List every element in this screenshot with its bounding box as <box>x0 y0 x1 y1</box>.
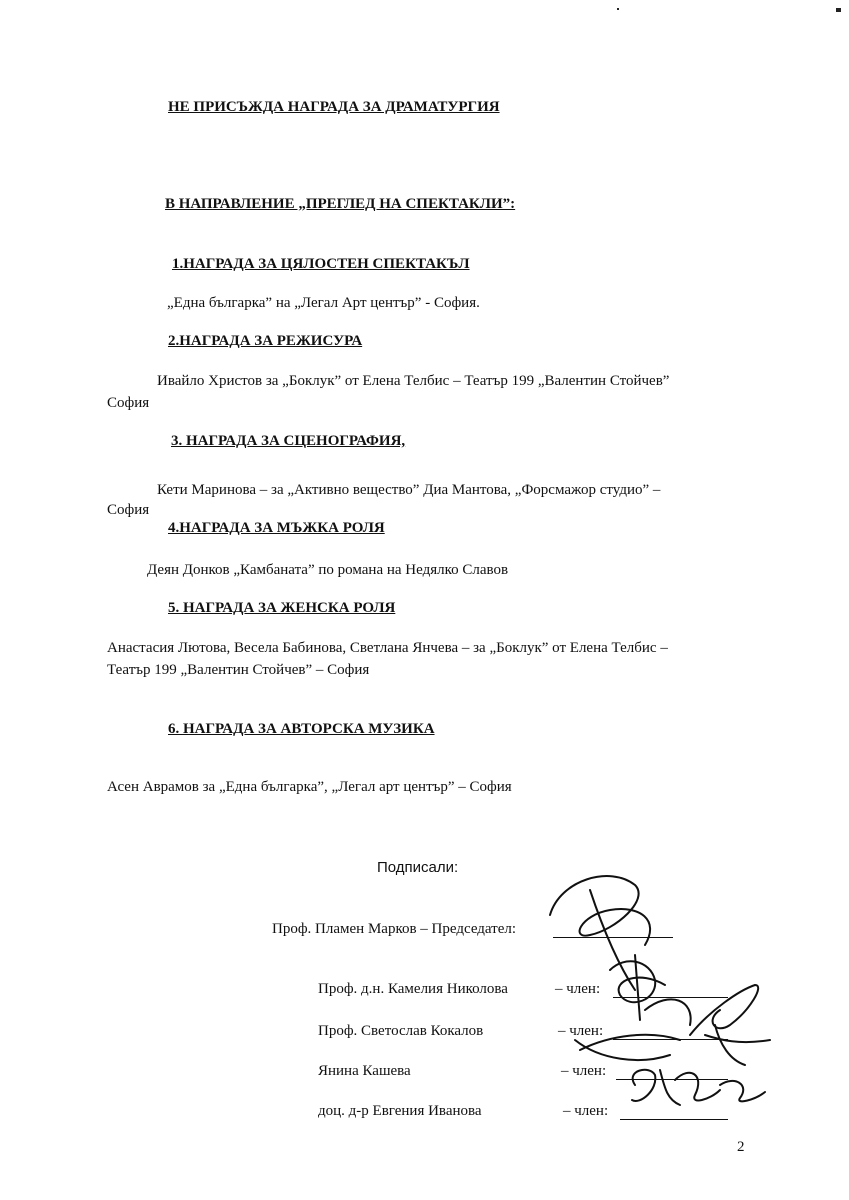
review-section-heading: В НАПРАВЛЕНИЕ „ПРЕГЛЕД НА СПЕКТАКЛИ”: <box>165 196 516 212</box>
award-4-text: Деян Донков „Камбаната” по романа на Недялко Славов <box>147 562 509 578</box>
award-4-title: 4.НАГРАДА ЗА МЪЖКА РОЛЯ <box>168 520 385 536</box>
chair-signature-line: Проф. Пламен Марков – Председател: <box>272 921 517 937</box>
award-6-title: 6. НАГРАДА ЗА АВТОРСКА МУЗИКА <box>168 721 435 737</box>
award-6-text: Асен Аврамов за „Една българка”, „Легал арт център” – София <box>107 779 512 795</box>
award-3-title: 3. НАГРАДА ЗА СЦЕНОГРАФИЯ, <box>171 433 406 449</box>
award-1-title: 1.НАГРАДА ЗА ЦЯЛОСТЕН СПЕКТАКЪЛ <box>172 256 470 272</box>
member-1-role: – член: <box>555 981 601 997</box>
scan-speck <box>836 8 841 12</box>
award-3-text-line2: София <box>107 502 150 518</box>
award-5-text-line2: Театър 199 „Валентин Стойчев” – София <box>107 662 370 678</box>
award-2-text-line2: София <box>107 395 150 411</box>
scan-speck <box>617 8 619 10</box>
award-5-title: 5. НАГРАДА ЗА ЖЕНСКА РОЛЯ <box>168 600 396 616</box>
award-3-text-line1: Кети Маринова – за „Активно вещество” Диа Мантова, „Форсмажор студио” – <box>157 482 661 498</box>
handwritten-signatures-icon <box>540 860 780 1130</box>
award-2-text-line1: Ивайло Христов за „Боклук” от Елена Телбис – Театър 199 „Валентин Стойчев” <box>157 373 670 389</box>
signed-label: Подписали: <box>377 859 459 876</box>
member-2-name: Проф. Светослав Кокалов <box>318 1023 484 1039</box>
no-drama-award-heading: НЕ ПРИСЪЖДА НАГРАДА ЗА ДРАМАТУРГИЯ <box>168 99 500 115</box>
member-2-role: – член: <box>558 1023 604 1039</box>
award-2-title: 2.НАГРАДА ЗА РЕЖИСУРА <box>168 333 363 349</box>
member-4-role: – член: <box>563 1103 609 1119</box>
award-1-text: „Една българка” на „Легал Арт център” - София. <box>167 295 480 311</box>
member-3-role: – член: <box>561 1063 607 1079</box>
award-5-text-line1: Анастасия Лютова, Весела Бабинова, Светлана Янчева – за „Боклук” от Елена Телбис – <box>107 640 668 656</box>
member-4-name: доц. д-р Евгения Иванова <box>318 1103 482 1119</box>
member-1-name: Проф. д.н. Камелия Николова <box>318 981 508 997</box>
member-3-name: Янина Кашева <box>318 1063 411 1079</box>
page-number: 2 <box>737 1139 745 1155</box>
